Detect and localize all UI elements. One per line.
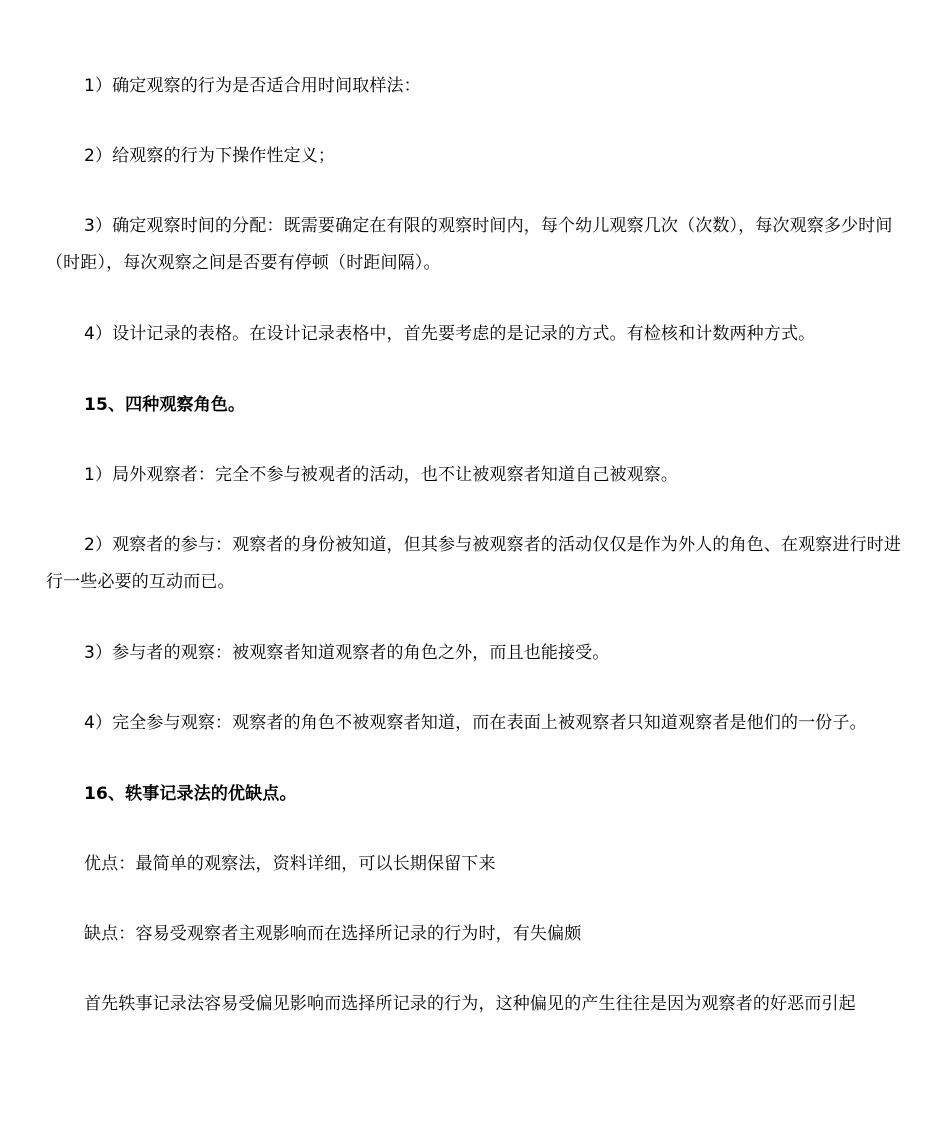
paragraph-explanation: 首先轶事记录法容易受偏见影响而选择所记录的行为，这种偏见的产生往往是因为观察者的好恶而引起: [84, 994, 856, 1014]
paragraph-advantages: 优点：最简单的观察法，资料详细，可以长期保留下来: [84, 854, 496, 874]
section-heading-15: 15、四种观察角色。: [84, 395, 246, 415]
paragraph-step-1: 1）确定观察的行为是否适合用时间取样法：: [84, 76, 421, 96]
section-heading-16: 16、轶事记录法的优缺点。: [84, 784, 297, 804]
paragraph-step-2: 2）给观察的行为下操作性定义；: [84, 146, 336, 166]
paragraph-step-3: 3）确定观察时间的分配：既需要确定在有限的观察时间内，每个幼儿观察几次（次数），每次观察多少时间（时距），每次观察之间是否要有停顿（时距间隔）。: [46, 216, 893, 273]
paragraph-role-2: 2）观察者的参与：观察者的身份被知道，但其参与被观察者的活动仅仅是作为外人的角色、在观察进行时进行一些必要的互动而已。: [46, 535, 902, 592]
paragraph-disadvantages: 缺点：容易受观察者主观影响而在选择所记录的行为时，有失偏颇: [84, 924, 582, 944]
paragraph-role-1: 1）局外观察者：完全不参与被观者的活动，也不让被观察者知道自己被观察。: [84, 465, 679, 485]
paragraph-role-4: 4）完全参与观察：观察者的角色不被观察者知道，而在表面上被观察者只知道观察者是他们的一份子。: [84, 713, 867, 733]
paragraph-step-4: 4）设计记录的表格。在设计记录表格中，首先要考虑的是记录的方式。有检核和计数两种方式。: [84, 324, 816, 344]
paragraph-role-3: 3）参与者的观察：被观察者知道观察者的角色之外，而且也能接受。: [84, 643, 610, 663]
